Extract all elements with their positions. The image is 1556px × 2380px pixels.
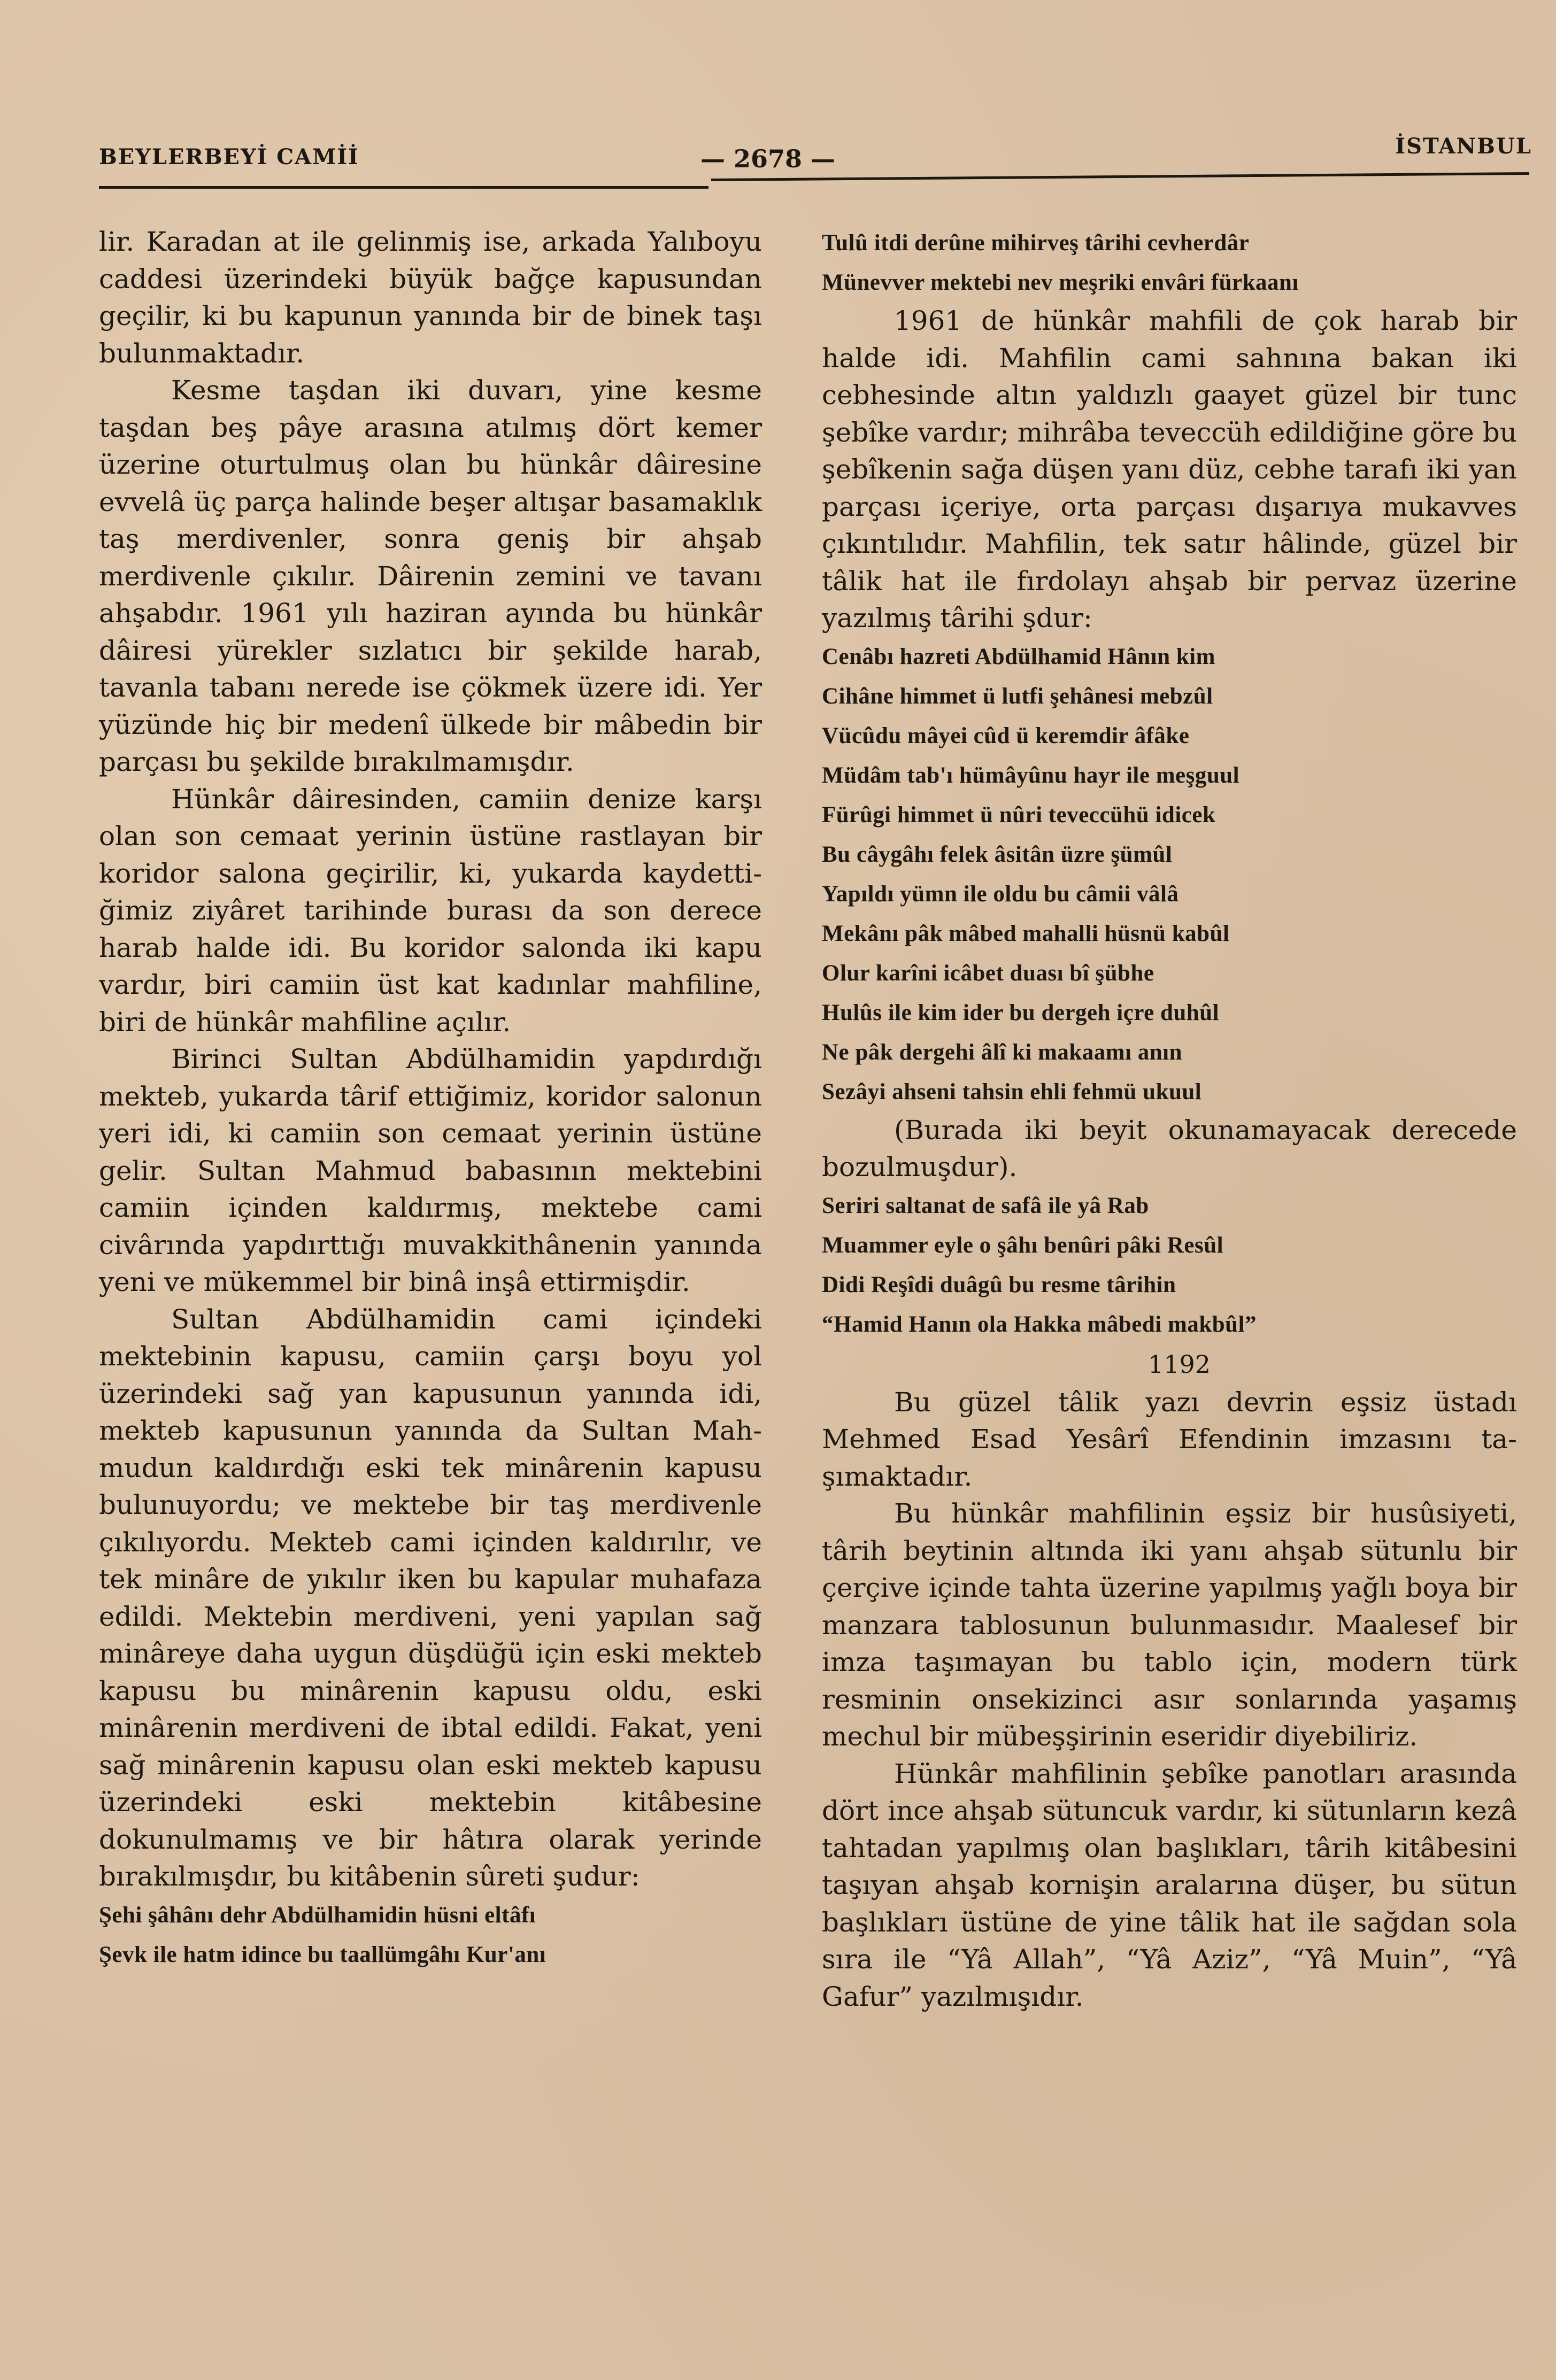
right-column (822, 223, 1517, 2015)
verse-line: Bu câygâhı felek âsitân üzre şümûl (822, 841, 1173, 867)
verse-line: Tulû itdi derûne mihirveş târihi cevherdâr (822, 230, 1250, 256)
verse-line: Şevk ile hatm idince bu taallümgâhı Kur'anı (99, 1942, 546, 1967)
verse-line: Sezâyi ahseni tahsin ehli fehmü ukuul (822, 1079, 1202, 1104)
header-section-title: BEYLERBEYİ CAMİİ (99, 144, 359, 169)
paragraph: 1961 de hünkâr mahfili de çok harab bir halde idi. Mahfilin cami sahnına bakan iki cebhesinde altın yaldızlı gaayet güzel bir tunc şebîke vardır; mihrâba teveccüh edildiğine göre bu şebîkenin sağa düşen yanı düz, cebhe tarafı iki yan parçası içeriye, orta parçası dışarıya mukavves çıkıntılıdır. Mahfilin, tek satır hâlinde, güzel bir tâlik hat ile fırdolayı ahşab bir pervaz üzerine yazılmış târihi şdur: (822, 305, 1517, 633)
paragraph: Hünkâr dâiresinden, camiin denize karşı olan son cemaat yerinin üstüne rastlayan bir koridor salona geçirilir, ki, yukarda kaydettiğimiz ziyâret tarihinde burası da son derece harab halde idi. Bu koridor salonda iki kapu vardır, biri camiin üst kat kadınlar mahfiline, biri de hünkâr mahfiline açılır. (99, 783, 762, 1038)
editorial-note: (Burada iki beyit okunamayacak derecede bozulmuşdur). (822, 1114, 1517, 1183)
header-rule-left (99, 186, 708, 189)
verse-line: “Hamid Hanın ola Hakka mâbedi makbûl” (822, 1311, 1257, 1337)
paragraph: Kesme taşdan iki duvarı, yine kesme taşdan beş pâye arasına atılmış dört kemer üzerine oturtulmuş olan bu hünkâr dâiresine evvelâ üç parça halinde beşer altışar basamaklık taş merdivenler, sonra geniş bir ahşab merdivenle çıkılır. Dâirenin zemini ve tavanı ahşabdır. 1961 yılı haziran ayında bu hünkâr dâiresi yürekler sızlatıcı bir şekilde harab, tavanla tabanı nerede ise çökmek üzere idi. Yer yüzünde hiç bir medenî ülkede bir mâbedin bir parçası bu şekilde bırakılmamışdır. (99, 375, 762, 777)
verse-line: Olur karîni icâbet duası bî şübhe (822, 960, 1154, 986)
paragraph: lir. Karadan at ile gelinmiş ise, arkada Yalıboyu caddesi üzerindeki büyük bağçe kapusundan geçilir, ki bu kapunun yanında bir de binek taşı bulunmaktadır. (99, 226, 762, 369)
verse-line: Ne pâk dergehi âlî ki makaamı anın (822, 1039, 1183, 1065)
header-rule-right (711, 172, 1529, 181)
inscription-verses (99, 1896, 762, 1975)
mahfil-inscription-end (822, 1186, 1517, 1344)
verse-line: Hulûs ile kim ider bu dergeh içre duhûl (822, 1000, 1220, 1025)
paragraph: Bu hünkâr mahfilinin eşsiz bir husûsiyeti, târih beytinin altında iki yanı ahşab sütunlu bir çerçive içinde tahta üzerine yapılmış yağlı boya bir manzara tablosunun bulunmasıdır. Maalesef bir imza taşımayan bu tablo için, modern türk resminin onsekizinci asır sonlarında yaşamış mechul bir mübeşşirinin eseridir diyebiliriz. (822, 1498, 1517, 1752)
inscription-year: 1192 (1148, 1349, 1211, 1379)
verse-line: Cihâne himmet ü lutfi şehânesi mebzûl (822, 683, 1213, 709)
verse-line: Mekânı pâk mâbed mahalli hüsnü kabûl (822, 921, 1230, 946)
mahfil-inscription (822, 637, 1517, 1112)
verse-line: Şehi şâhânı dehr Abdülhamidin hüsni eltâfı (99, 1902, 536, 1928)
verse-line: Seriri saltanat de safâ ile yâ Rab (822, 1193, 1149, 1218)
verse-line: Muammer eyle o şâhı benûri pâki Resûl (822, 1232, 1224, 1258)
verse-line: Fürûgi himmet ü nûri teveccühü idicek (822, 802, 1216, 828)
verse-line: Didi Reşîdi duâgû bu resme târihin (822, 1272, 1176, 1297)
verse-line: Müdâm tab'ı hümâyûnu hayr ile meşguul (822, 762, 1240, 788)
verse-line: Vücûdu mâyei cûd ü keremdir âfâke (822, 723, 1190, 748)
left-column (99, 223, 762, 1975)
verse-line: Cenâbı hazreti Abdülhamid Hânın kim (822, 644, 1215, 669)
verse-line: Münevver mektebi nev meşriki envâri fürkaanı (822, 270, 1299, 295)
verse-line: Yapıldı yümn ile oldu bu câmii vâlâ (822, 881, 1179, 907)
paragraph: Hünkâr mahfilinin şebîke panotları arasında dört ince ahşab sütuncuk vardır, ki sütunların kezâ tahtadan yapılmış olan başlıkları, târih kitâbesini taşıyan ahşab kornişin aralarına düşer, bu sütun başlıkları üstüne de yine tâlik hat ile sağdan sola sıra ile “Yâ Allah”, “Yâ Aziz”, “Yâ Muin”, “Yâ Gafur” yazılmışıdır. (822, 1758, 1517, 2012)
page-number: — 2678 — (700, 144, 836, 173)
inscription-verses-top (822, 223, 1517, 303)
paragraph: Bu güzel tâlik yazı devrin eşsiz üstadı Mehmed Esad Yesârî Efendinin imzasını taşımaktadır. (822, 1386, 1517, 1492)
paragraph: Birinci Sultan Abdülhamidin yapdırdığı mekteb, yukarda târif ettiğimiz, koridor salonun yeri idi, ki camiin son cemaat yerinin üstüne gelir. Sultan Mahmud babasının mektebini camiin içinden kaldırmış, mektebe cami civârında yapdırttığı muvakkithânenin yanında yeni ve mükemmel bir binâ inşâ ettirmişdir. (99, 1044, 762, 1297)
running-header (99, 134, 1532, 192)
header-city-title: İSTANBUL (1395, 134, 1532, 159)
paragraph: Sultan Abdülhamidin cami içindeki mektebinin kapusu, camiin çarşı boyu yol üzerindeki sağ yan kapusunun yanında idi, mekteb kapusunun yanında da Sultan Mahmudun kaldırdığı eski tek minârenin kapusu bulunuyordu; ve mektebe bir taş merdivenle çıkılıyordu. Mekteb cami içinden kaldırılır, ve tek minâre de yıkılır iken bu kapular muhafaza edildi. Mektebin merdiveni, yeni yapılan sağ minâreye daha uygun düşdüğü için eski mekteb kapusu bu minârenin kapusu oldu, eski minârenin merdiveni de ibtal edildi. Fakat, yeni sağ minârenin kapusu olan eski mekteb kapusu üzerindeki eski mektebin kitâbesine dokunulmamış ve bir hâtıra olarak yerinde bırakılmışdır, bu kitâbenin sûreti şudur: (99, 1303, 762, 1892)
